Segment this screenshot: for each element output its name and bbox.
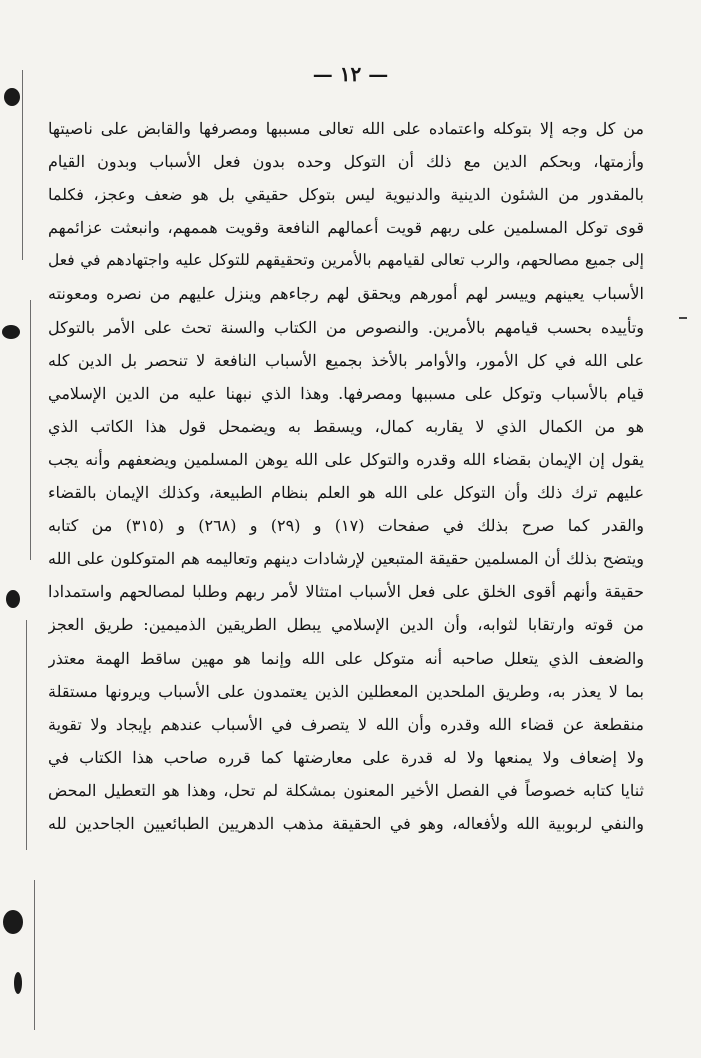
text-line: ويتضح بذلك أن المسلمين حقيقة المتبعين لإرشادات دينهم وتعاليمه هم المتوكلون على الله [48,549,644,569]
text-line: من كل وجه إلا بتوكله واعتماده على الله تعالى مسببها ومصرفها والقابض على ناصيتها [48,119,644,138]
scan-edge-artifacts [0,0,40,1058]
text-line: هو من الكمال الذي لا يقاربه كمال، ويسقط به ويضمحل قول هذا الكاتب الذي [48,416,644,436]
page-number: — ١٢ — [312,62,389,86]
text-line: والقدر كما صرح بذلك في صفحات (١٧) و (٢٩) و (٢٦٨) و (٣١٥) من كتابه [48,516,644,536]
text-line: بالمقدور من الشئون الدينية والدنيوية ليس بتوكل حقيقي بل هو ضعف وعجز، فكلما [48,185,644,205]
text-line: قوى توكل المسلمين على ربهم قويت أعمالهم النافعة وقويت هممهم، وانبعثت عزائمهم [48,218,644,238]
body-text [48,112,644,840]
text-line: عليهم ترك ذلك وأن التوكل على الله هو العلم بنظام الطبيعة، وكذلك الإيمان بالقضاء [48,483,644,503]
text-line: وتأييده بحسب قيامهم بالأمرين. والنصوص من الكتاب والسنة تحث على الأمر بالتوكل [48,317,644,337]
ink-blot [2,325,20,339]
ink-blot [4,88,20,106]
text-line: والنفي لربوبية الله ولأفعاله، وهو في الحقيقة مذهب الدهريين الطبائعيين الجاحدين لله [48,813,644,833]
text-line: قيام بالأسباب وتوكل على مسببها ومصرفها. وهذا الذي نبهنا عليه من الدين الإسلامي [48,383,644,403]
text-line: منقطعة عن قضاء الله وقدره وأن الله لا يتصرف في الأسباب عندهم بإيجاد ولا تقوية [48,714,644,734]
scan-streak [26,620,27,850]
text-line: من قوته وارتقابا لثوابه، وأن الدين الإسلامي يبطل الطريقين الذميمين: طريق العجز [48,615,644,635]
ink-blot [3,910,23,934]
ink-blot [6,590,20,608]
text-line: يقول إن الإيمان بقضاء الله وقدره والتوكل على الله يوهن المسلمين ويضعفهم وأنه يجب [48,449,644,469]
text-line: حقيقة وأنهم أقوى الخلق على فعل الأسباب امتثالا لأمر ربهم وطلبا لمصالحهم واستمدادا [48,582,644,602]
text-line: الأسباب يعينهم وييسر لهم أمورهم ويحقق لهم رجاءهم وينزل عليهم من نصره ومعونته [48,284,644,304]
text-line: على الله في كل الأمور، والأوامر بالأخذ بجميع الأسباب النافعة لا تنحصر بل الدين كله [48,350,644,370]
scan-streak [22,70,23,260]
text-line: ولا إضعاف ولا يمنعها ولا له قدرة على معارضتها كما قرره صاحب هذا الكتاب في [48,747,644,767]
text-line: بما لا يعذر به، وطريق الملحدين المعطلين الذين يعتمدون على الأسباب ويرونها مستقلة [48,681,644,701]
scan-streak [30,300,31,560]
text-line: إلى جميع مصالحهم، والرب تعالى لقيامهم بالأمرين وتحقيقهم للتوكل عليه واجتهادهم في فعل [48,251,644,270]
text-line: والضعف الذي يتعلل صاحبه أنه متوكل على الله وإنما هو مهين ساقط الهمة معتذر [48,648,644,668]
text-line: ثنايا كتابه خصوصاً في الفصل الأخير المعنون بمشكلة لم تحل، وهذا هو التعطيل المحض [48,780,644,800]
scan-mark [679,317,687,319]
scan-streak [34,880,35,1030]
text-line: وأزمتها، وبحكم الدين مع ذلك أن التوكل وحده بدون فعل الأسباب وبدون القيام [48,152,644,172]
ink-blot [14,972,22,994]
